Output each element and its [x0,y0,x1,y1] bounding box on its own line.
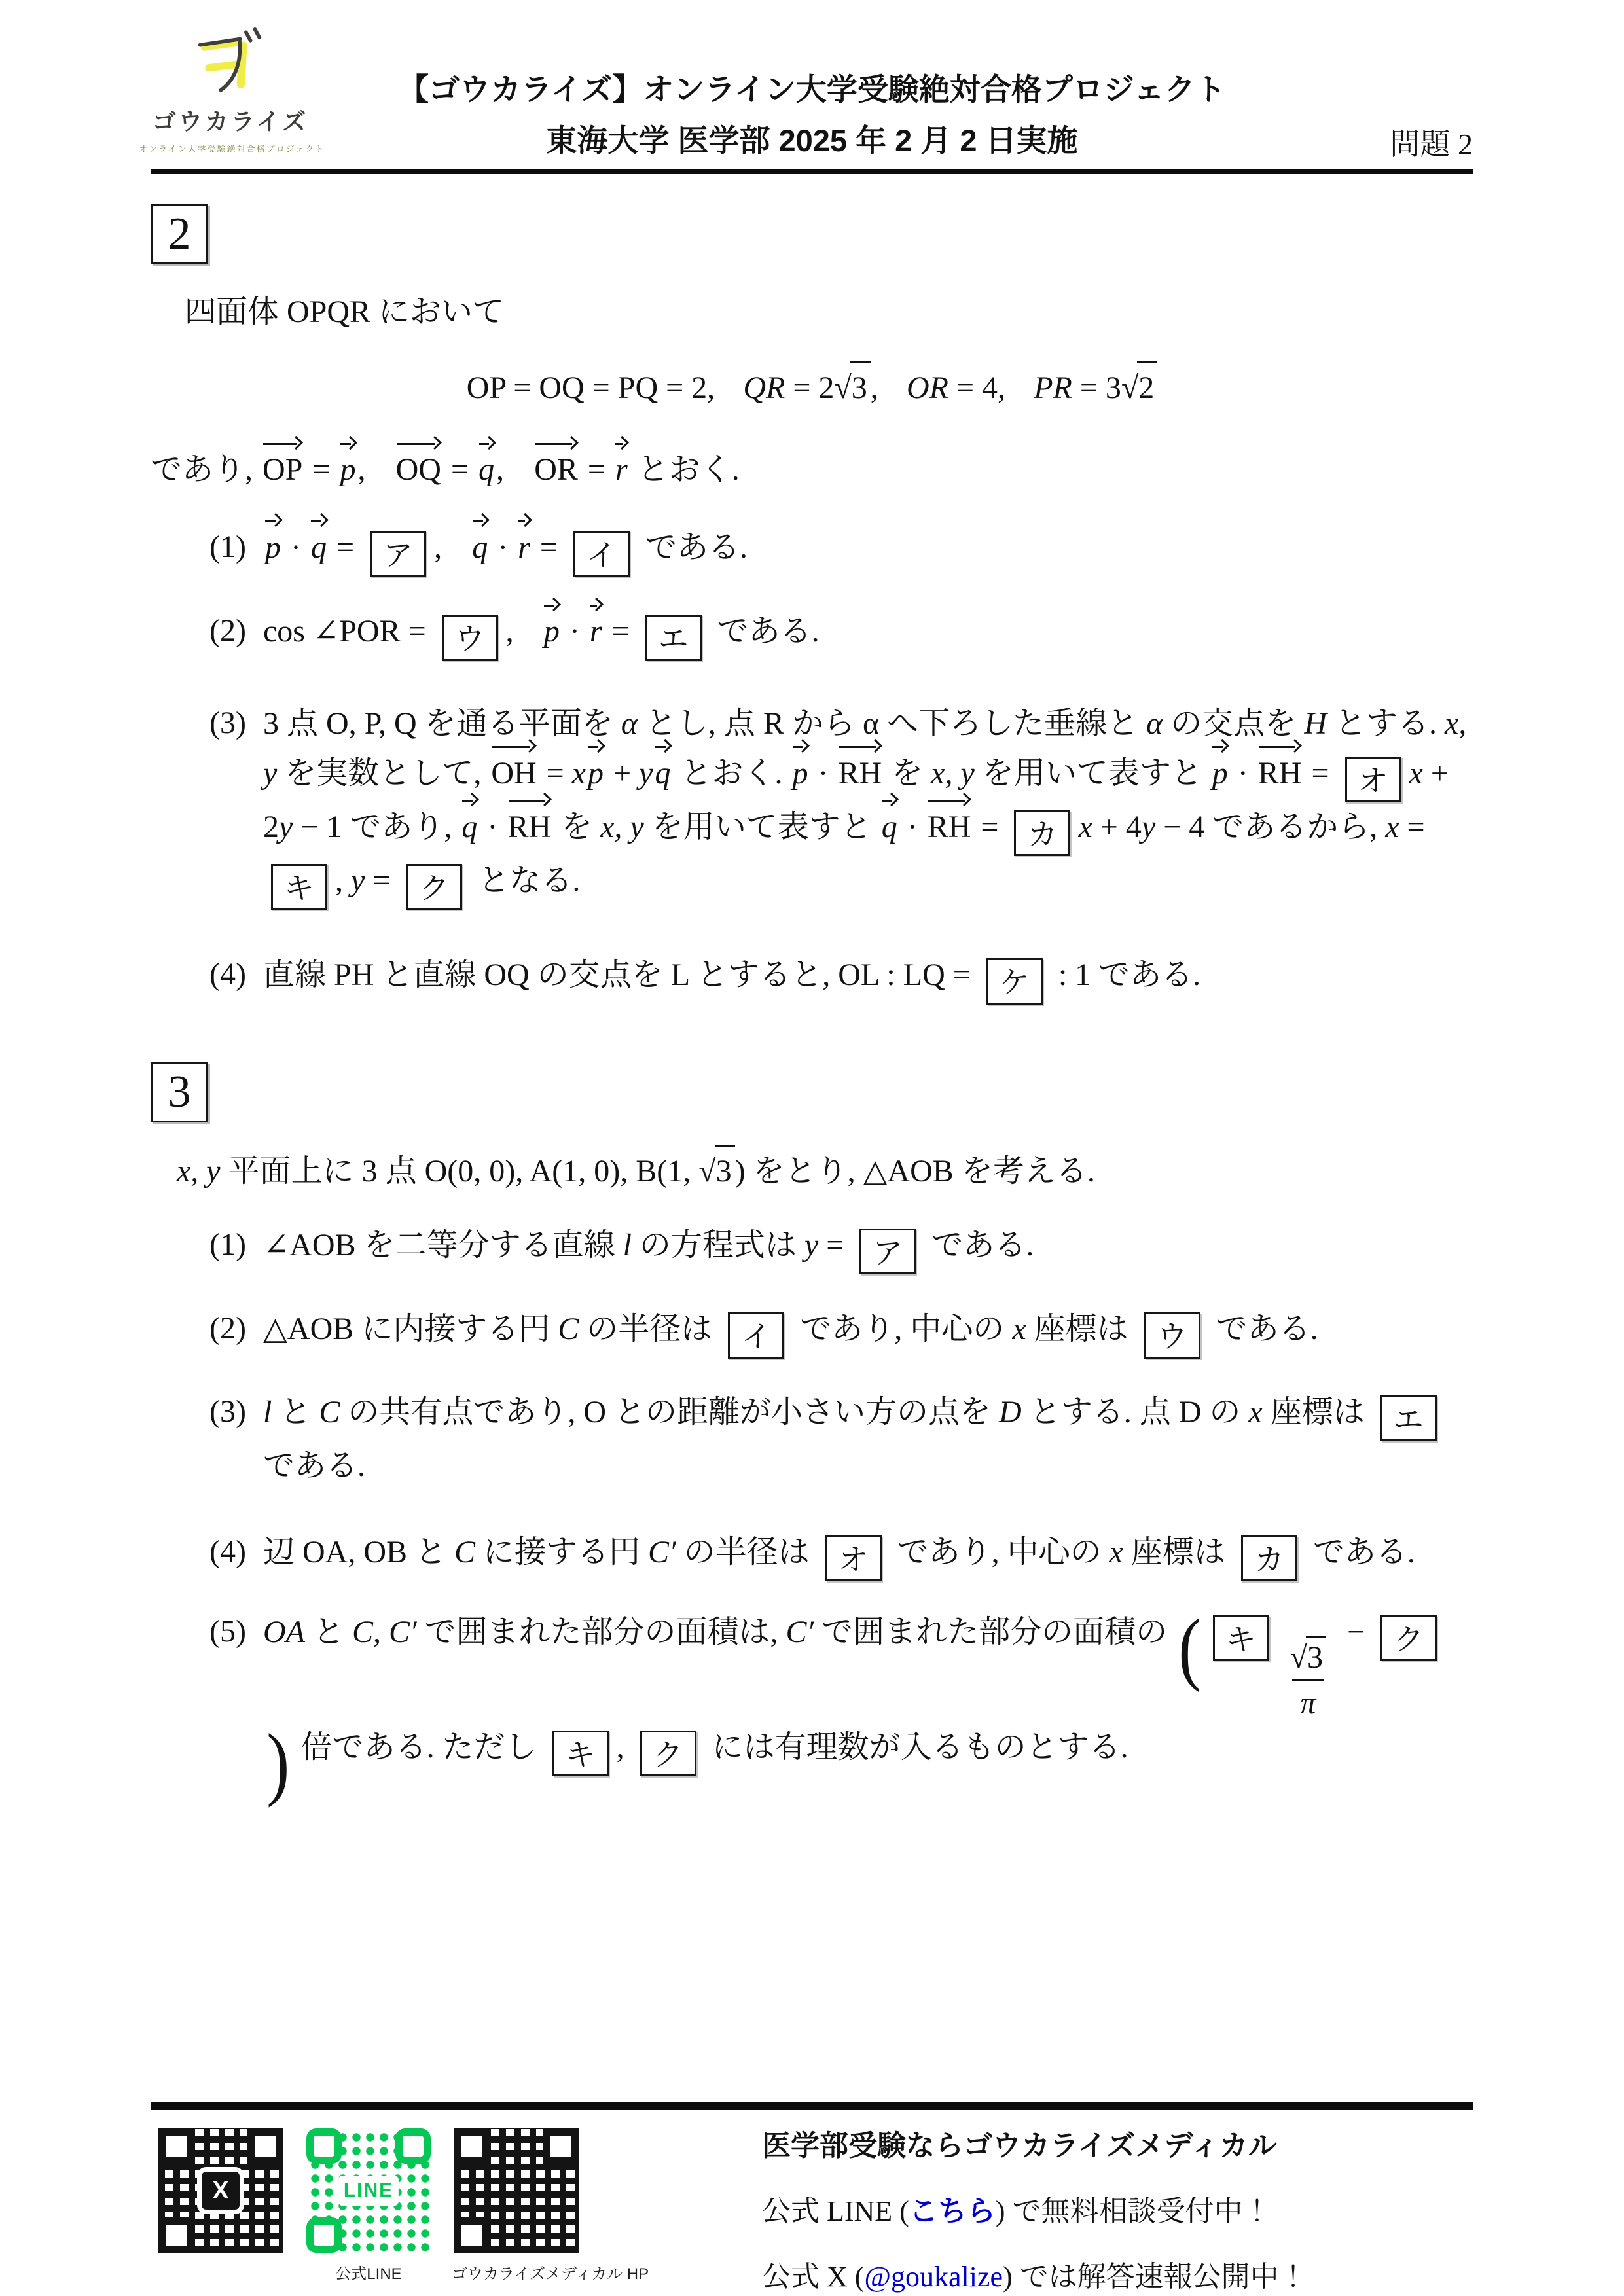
logo-wordmark: ゴウカライズ [152,108,309,135]
vector-arrow-icon [588,739,604,750]
vector: RH [928,802,971,852]
answer-box: ウ [442,615,498,660]
qr-line-block [304,2128,433,2284]
denominator [1292,1679,1324,1723]
problem2-item-3 [151,699,1473,910]
item-text [263,607,1473,660]
text-run: = [604,614,638,649]
math-variable: x [1109,1534,1123,1570]
fraction [1282,1636,1334,1723]
text-run: · [490,530,516,565]
text-run: 座標は [1026,1312,1136,1347]
vector-arrow-icon [462,793,477,804]
qr-finder-pattern [158,2128,194,2164]
math-variable: C [558,1312,579,1347]
item-number: (4) [209,1534,246,1569]
vector-arrow-icon [1212,739,1227,750]
numerator [1282,1636,1334,1680]
problem2-intro [151,288,1473,336]
vector-arrow-icon [473,514,488,525]
answer-box: ク [640,1731,696,1776]
item-number: (3) [209,705,246,740]
text-run: = [365,863,399,899]
math-variable: PR [1034,370,1072,406]
text-run: = [538,755,572,791]
header-subtitle: 東海大学 医学部 2025 年 2 月 2 日実施 [546,123,1078,158]
text-run: とし, 点 R から α へ下ろした垂線と [637,706,1147,741]
text-run: · [1229,755,1256,791]
item-text [263,1528,1473,1581]
math-variable: α [1146,706,1163,741]
text-run: であり, 中心の [792,1312,1013,1347]
vector-arrow-icon [544,598,559,609]
answer-box: キ [271,864,327,910]
text-run: , [496,452,505,487]
text-run: = [1399,809,1425,844]
answer-box: カ [1014,810,1070,856]
vector-arrow-icon [655,739,670,750]
math-variable: D [999,1394,1022,1429]
text-run: = [442,452,477,487]
text-run: とする. 点 D の [1021,1394,1249,1429]
vector-arrow-icon [340,436,355,447]
footer-qr-row [156,2128,649,2284]
math-variable: α [621,706,638,741]
text-run: 座標は [1262,1394,1373,1429]
math-variable: x, y [931,755,975,791]
math-variable: OR [906,370,948,406]
math-variable: OA [263,1615,305,1650]
math-variable: y [1141,809,1156,844]
text-run: とおく. [672,755,791,791]
item-number: (2) [209,1311,246,1346]
item-number: (1) [209,1227,246,1263]
vector: r [615,446,628,494]
footer-x-contact [762,2253,1308,2295]
problem3-item-2 [151,1304,1473,1358]
text-run: OP = OQ = PQ = 2, [466,370,715,406]
text-run: − [1339,1615,1373,1650]
vector-arrow-icon [397,436,439,447]
vector: r [590,607,602,656]
problem2-item-2 [151,607,1473,660]
radical-sign: √ [698,1153,716,1189]
math-variable: y [351,863,365,899]
text-run: △AOB に内接する円 [263,1312,558,1347]
item-text [263,1388,1473,1491]
math-variable: x [571,755,586,791]
text-run: , [357,452,366,487]
answer-box: ク [1380,1615,1437,1661]
vector: RH [1258,749,1302,798]
qr-caption: 公式LINE [335,2265,402,2283]
text-run: 3 点 O, P, Q を通る平面を [263,706,621,741]
text-run: = [818,1228,852,1263]
footer-brand-line: 医学部受験ならゴウカライズメディカル [762,2130,1277,2162]
qr-hp-block [452,2128,649,2284]
radical-sign: √ [1121,370,1139,406]
item-number: (4) [209,957,246,992]
vector: OH [491,749,536,798]
text-run: である. [638,530,748,565]
text-run: , [373,1615,389,1650]
footer-rule [151,2102,1473,2110]
text-run: cos ∠POR = [263,614,434,649]
qr-finder-pattern [306,2217,342,2253]
answer-box: オ [825,1535,882,1581]
math-variable: x [1409,755,1423,791]
vector-arrow-icon [509,793,550,804]
text-run: で囲まれた部分の面積の [814,1615,1176,1650]
math-variable: l [263,1394,272,1429]
text-run: + [605,755,640,791]
answer-box: エ [645,615,702,660]
text-run: · [283,530,309,565]
page-label: 問題 2 [1390,128,1473,161]
problem2-number-box: 2 [151,204,208,264]
text-run: = [304,452,338,487]
footer-text [762,2122,1308,2295]
math-variable: y [804,1228,819,1263]
vector: r [518,523,530,573]
text-run: = [973,809,1007,844]
vector-arrow-icon [793,739,808,750]
qr-line-code [306,2128,431,2253]
text-run: 辺 OA, OB と [263,1534,455,1570]
x-logo-icon: X [197,2167,244,2214]
text-run: には有理数が入るものとする. [704,1729,1128,1765]
text-run: 公式 X ( [762,2261,865,2293]
math-variable: x [1385,809,1399,844]
radicand: 2 [1137,361,1157,412]
problem2-item-4 [151,950,1473,1004]
radicand: 3 [715,1145,735,1196]
item-text [263,950,1473,1004]
text-run: となる. [470,863,581,899]
math-variable: y [279,809,293,844]
answer-box: ア [370,531,426,577]
text-run: を用いて表すと [643,809,880,844]
math-variable: C′ [785,1615,814,1650]
math-variable: x [1248,1394,1263,1429]
answer-box: キ [1213,1615,1269,1661]
text-run: を [884,755,931,791]
vector: OR [534,446,578,494]
logo-tagline: オンライン大学受験絶対合格プロジェクト [139,144,325,154]
text-run: 座標は [1123,1534,1233,1570]
math-variable: H [1304,706,1327,741]
body-column [151,196,1473,1808]
math-variable: x, y [600,809,644,844]
answer-box: エ [1380,1395,1437,1441]
vector: p [792,749,808,798]
radicand: 3 [850,361,871,412]
qr-finder-pattern [306,2128,342,2164]
link[interactable]: こちら [909,2195,996,2227]
answer-box: ケ [986,958,1043,1004]
vector: p [340,446,355,494]
vector: q [461,802,477,852]
answer-box: カ [1241,1535,1297,1581]
answer-box: イ [573,531,630,577]
text-run: 平面上に 3 点 O(0, 0), A(1, 0), B(1, [220,1153,699,1189]
text-run: − 1 であり, [293,809,460,844]
vector: OQ [396,446,441,494]
vector: q [311,523,327,573]
vector-arrow-icon [615,436,627,447]
text-run: ) をとり, △AOB を考える. [734,1153,1095,1189]
text-run: と [304,1615,352,1650]
text-run: = 2 [785,370,835,406]
problem3-header [151,1062,1473,1122]
text-run: − 4 であるから, [1155,809,1386,844]
square-root [1121,361,1157,412]
math-variable: π [1300,1686,1316,1721]
qr-finder-pattern [247,2128,283,2164]
text-run: , [335,863,351,899]
problem3-item-1 [151,1221,1473,1274]
text-run: 公式 LINE ( [762,2195,909,2227]
text-run: の半径は [579,1312,721,1347]
footer-line-contact [762,2187,1308,2229]
text-run: である. [709,614,820,649]
vector: p [544,607,560,656]
text-run: = [579,452,613,487]
vector: q [472,523,488,573]
vector-arrow-icon [265,514,280,525]
text-run: を実数として, [277,755,490,791]
text-run: , [434,530,442,565]
text-run: 倍である. ただし [293,1729,545,1765]
problem3-intro [151,1145,1473,1196]
text-run: = [328,530,363,565]
problem3-item-5 [151,1602,1473,1808]
answer-box: ウ [1144,1312,1200,1358]
link[interactable]: @goukalize [864,2261,1003,2293]
text-run: · [810,755,837,791]
header-title: 【ゴウカライズ】オンライン大学受験絶対合格プロジェクト [398,72,1226,107]
answer-box: ク [406,864,462,910]
answer-box: キ [552,1731,609,1776]
answer-box: イ [728,1312,784,1358]
vector: q [882,802,897,852]
vector: q [655,749,670,798]
square-root [698,1145,734,1196]
math-variable: C [352,1615,374,1650]
header-rule [151,169,1473,174]
text-run: 四面体 OPQR において [185,295,505,329]
text-run: と [272,1394,319,1429]
math-variable: C [319,1394,340,1429]
math-variable: y [639,755,653,791]
qr-x-code [158,2128,283,2253]
text-run: , [870,370,878,406]
answer-box: ア [859,1229,916,1274]
item-text [263,1304,1473,1358]
math-variable: x, y [177,1153,221,1189]
qr-finder-pattern [543,2128,579,2164]
vector-arrow-icon [928,793,969,804]
problem3-number-box: 3 [151,1062,208,1122]
text-run: である. [263,1448,366,1484]
math-variable: C [454,1534,476,1570]
vector-arrow-icon [1259,739,1300,750]
qr-finder-pattern [454,2217,490,2253]
problem2-item-1 [151,523,1473,577]
text-run: の半径は [676,1534,818,1570]
answer-box: オ [1345,757,1401,802]
vector-arrow-icon [492,739,535,750]
math-variable: x [1078,809,1092,844]
text-run: の共有点であり, O との距離が小さい方の点を [340,1394,1000,1429]
vector: p [1212,749,1228,798]
vector-arrow-icon [479,436,494,447]
text-run: + 2 [263,755,1449,844]
text-run: = [1303,755,1337,791]
text-run: を [553,809,601,844]
text-run: + 4 [1092,809,1142,844]
text-run: である. [1305,1534,1415,1570]
text-run: である. [924,1228,1034,1263]
text-run: を用いて表すと [974,755,1210,791]
text-run: : 1 である. [1050,958,1201,993]
text-run: とおく. [629,452,740,487]
text-run: に接する円 [475,1534,649,1570]
text-run: ∠AOB を二等分する直線 [263,1228,623,1263]
item-number: (2) [209,613,246,649]
line-logo-icon: LINE [338,2176,399,2206]
vector: p [265,523,281,573]
math-variable: C′ [389,1615,417,1650]
text-run: · [561,614,588,649]
radical-sign: √ [834,370,852,406]
vector: OP [262,446,302,494]
qr-caption: ゴウカライズメディカル HP [452,2265,649,2283]
math-variable: QR [743,370,785,406]
text-run: 直線 PH と直線 OQ の交点を L とすると, OL : LQ = [263,958,979,993]
item-number: (3) [209,1393,246,1429]
vector-arrow-icon [590,598,602,609]
text-run: · [899,809,926,844]
text-run: とする. [1326,706,1445,741]
problem2-header [151,204,1473,264]
math-variable: C′ [648,1534,676,1570]
vector: p [588,749,604,798]
text-run: · [479,809,506,844]
problem2-given-equation [151,361,1473,412]
text-run: , [505,614,514,649]
qr-finder-pattern [454,2128,490,2164]
radicand: 3 [1306,1636,1326,1677]
vector-arrow-icon [882,793,897,804]
item-text: OA と C, C′ で囲まれた部分の面積は, C′ で囲まれた部分の面積の ( キ $\frac{√3}{\pi}$ − ク) 倍である. ただし キ , ク には有理数が入るものとする. [263,1607,1473,1776]
item-text [263,699,1473,910]
square-root [834,361,870,412]
vector: q [478,446,494,494]
text-run: の交点を [1163,706,1305,741]
vector-arrow-icon [311,514,326,525]
math-variable: l [623,1228,632,1263]
qr-finder-pattern [395,2128,431,2164]
vector: RH [838,749,882,798]
qr-finder-pattern [158,2217,194,2253]
vector-arrow-icon [518,514,530,525]
vector-arrow-icon [535,436,577,447]
qr-x-block [156,2128,285,2284]
text-run: である. [1208,1312,1318,1347]
item-text [263,1221,1473,1274]
text-run: であり, [151,452,261,487]
problem3-item-3 [151,1388,1473,1491]
text-run: = 4, [948,370,1006,406]
problem3-item-4 [151,1528,1473,1581]
text-run: の方程式は [631,1228,804,1263]
text-run: = 3 [1072,370,1121,406]
text-run: ) では解答速報公開中！ [1003,2261,1308,2293]
text-run: ) で無料相談受付中！ [995,2195,1272,2227]
vector-arrow-icon [839,739,880,750]
item-number: (5) [209,1614,246,1649]
vector: RH [507,802,551,852]
qr-hp-code [454,2128,579,2253]
text-run: であり, 中心の [889,1534,1110,1570]
text-run: = [532,530,566,565]
radical-sign: √ [1290,1640,1307,1675]
item-text [263,523,1473,577]
vector-arrow-icon [263,436,301,447]
square-root [1290,1636,1326,1677]
math-variable: x [1012,1312,1026,1347]
problem2-vector-definition [151,446,1473,494]
text-run: , [616,1729,632,1765]
item-number: (1) [209,529,246,565]
math-variable: x, y [263,706,1467,791]
text-run: で囲まれた部分の面積は, [416,1615,786,1650]
